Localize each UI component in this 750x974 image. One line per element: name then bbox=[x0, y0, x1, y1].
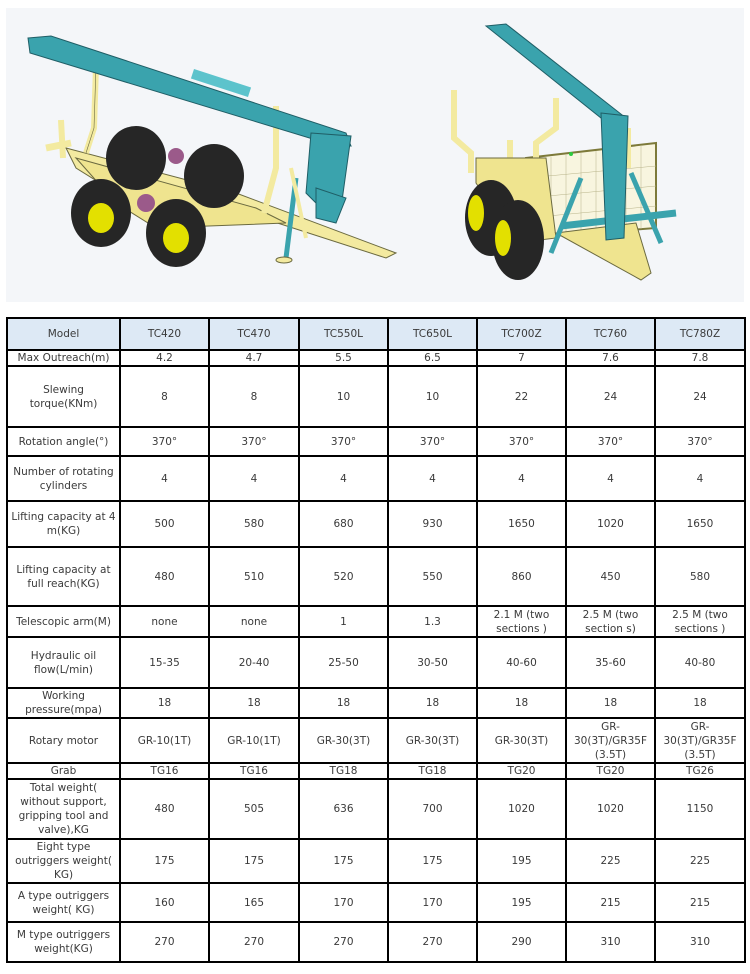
table-cell: 2.1 M (two sections ) bbox=[477, 606, 566, 637]
column-header-model: Model bbox=[7, 318, 120, 350]
table-cell: 18 bbox=[388, 688, 477, 718]
table-cell: 370° bbox=[120, 427, 209, 456]
table-cell: 510 bbox=[209, 547, 299, 606]
table-cell: 370° bbox=[477, 427, 566, 456]
table-cell: TG26 bbox=[655, 763, 745, 779]
table-cell: 170 bbox=[388, 883, 477, 922]
table-row bbox=[7, 547, 745, 606]
table-cell: GR-10(1T) bbox=[209, 718, 299, 763]
table-cell: 25-50 bbox=[299, 637, 388, 688]
table-cell: 4.7 bbox=[209, 350, 299, 366]
table-row bbox=[7, 922, 745, 962]
table-cell: 505 bbox=[209, 779, 299, 839]
product-images bbox=[6, 8, 744, 302]
table-row bbox=[7, 637, 745, 688]
table-row bbox=[7, 350, 745, 366]
table-cell: 165 bbox=[209, 883, 299, 922]
table-cell: 6.5 bbox=[388, 350, 477, 366]
table-cell: 370° bbox=[209, 427, 299, 456]
table-cell: 7.6 bbox=[566, 350, 655, 366]
table-cell: 270 bbox=[209, 922, 299, 962]
table-cell: TG16 bbox=[120, 763, 209, 779]
table-cell: 195 bbox=[477, 839, 566, 883]
table-cell: 175 bbox=[209, 839, 299, 883]
table-cell: 1020 bbox=[566, 779, 655, 839]
column-header-tc550l: TC550L bbox=[299, 318, 388, 350]
table-cell: 2.5 M (two section s) bbox=[566, 606, 655, 637]
table-cell: 450 bbox=[566, 547, 655, 606]
row-label: Lifting capacity at 4 m(KG) bbox=[7, 501, 120, 547]
table-cell: 215 bbox=[655, 883, 745, 922]
table-cell: 480 bbox=[120, 547, 209, 606]
table-cell: GR-10(1T) bbox=[120, 718, 209, 763]
table-row bbox=[7, 427, 745, 456]
table-cell: TG18 bbox=[299, 763, 388, 779]
table-cell: 170 bbox=[299, 883, 388, 922]
table-cell: 7.8 bbox=[655, 350, 745, 366]
table-cell: none bbox=[120, 606, 209, 637]
table-cell: 175 bbox=[120, 839, 209, 883]
table-cell: 10 bbox=[388, 366, 477, 427]
table-cell: GR-30(3T) bbox=[299, 718, 388, 763]
table-cell: 310 bbox=[566, 922, 655, 962]
table-cell: 24 bbox=[566, 366, 655, 427]
column-header-tc780z: TC780Z bbox=[655, 318, 745, 350]
column-header-tc470: TC470 bbox=[209, 318, 299, 350]
table-cell: 7 bbox=[477, 350, 566, 366]
table-cell: 700 bbox=[388, 779, 477, 839]
table-cell: 1020 bbox=[477, 779, 566, 839]
table-cell: 860 bbox=[477, 547, 566, 606]
table-cell: 270 bbox=[120, 922, 209, 962]
row-label: Number of rotating cylinders bbox=[7, 456, 120, 501]
table-cell: 215 bbox=[566, 883, 655, 922]
table-cell: 520 bbox=[299, 547, 388, 606]
table-cell: 18 bbox=[477, 688, 566, 718]
table-cell: 20-40 bbox=[209, 637, 299, 688]
table-cell: TG18 bbox=[388, 763, 477, 779]
table-row bbox=[7, 606, 745, 637]
specifications-table bbox=[6, 317, 746, 963]
table-cell: 370° bbox=[566, 427, 655, 456]
table-cell: 22 bbox=[477, 366, 566, 427]
table-cell: 4 bbox=[209, 456, 299, 501]
table-cell: 4 bbox=[120, 456, 209, 501]
table-cell: 15-35 bbox=[120, 637, 209, 688]
table-row bbox=[7, 883, 745, 922]
table-cell: 4 bbox=[477, 456, 566, 501]
table-cell: 580 bbox=[209, 501, 299, 547]
row-label: Lifting capacity at full reach(KG) bbox=[7, 547, 120, 606]
table-cell: 1650 bbox=[477, 501, 566, 547]
table-row bbox=[7, 366, 745, 427]
table-cell: TG20 bbox=[477, 763, 566, 779]
table-cell: 18 bbox=[209, 688, 299, 718]
table-cell: GR-30(3T) bbox=[388, 718, 477, 763]
table-cell: 1020 bbox=[566, 501, 655, 547]
table-row bbox=[7, 718, 745, 763]
table-cell: 500 bbox=[120, 501, 209, 547]
table-cell: 270 bbox=[388, 922, 477, 962]
table-cell: 310 bbox=[655, 922, 745, 962]
table-cell: TG20 bbox=[566, 763, 655, 779]
table-cell: 35-60 bbox=[566, 637, 655, 688]
row-label: Working pressure(mpa) bbox=[7, 688, 120, 718]
row-label: Slewing torque(KNm) bbox=[7, 366, 120, 427]
table-cell: 4.2 bbox=[120, 350, 209, 366]
table-cell: 18 bbox=[566, 688, 655, 718]
table-cell: 4 bbox=[388, 456, 477, 501]
row-label: Eight type outriggers weight( KG) bbox=[7, 839, 120, 883]
table-cell: 370° bbox=[655, 427, 745, 456]
table-cell: 175 bbox=[299, 839, 388, 883]
table-cell: 225 bbox=[566, 839, 655, 883]
table-cell: 18 bbox=[655, 688, 745, 718]
table-cell: 10 bbox=[299, 366, 388, 427]
table-row bbox=[7, 839, 745, 883]
table-cell: GR-30(3T)/GR35F (3.5T) bbox=[655, 718, 745, 763]
table-header-row bbox=[7, 318, 745, 350]
table-cell: 195 bbox=[477, 883, 566, 922]
table-cell: 680 bbox=[299, 501, 388, 547]
table-row bbox=[7, 688, 745, 718]
table-row bbox=[7, 501, 745, 547]
table-cell: 225 bbox=[655, 839, 745, 883]
table-cell: 2.5 M (two sections ) bbox=[655, 606, 745, 637]
column-header-tc760: TC760 bbox=[566, 318, 655, 350]
table-cell: 636 bbox=[299, 779, 388, 839]
table-cell: none bbox=[209, 606, 299, 637]
table-cell: 40-60 bbox=[477, 637, 566, 688]
row-label: Hydraulic oil flow(L/min) bbox=[7, 637, 120, 688]
table-cell: 18 bbox=[120, 688, 209, 718]
table-cell: 550 bbox=[388, 547, 477, 606]
table-cell: 480 bbox=[120, 779, 209, 839]
table-cell: 580 bbox=[655, 547, 745, 606]
table-cell: 1150 bbox=[655, 779, 745, 839]
row-label: Max Outreach(m) bbox=[7, 350, 120, 366]
table-cell: TG16 bbox=[209, 763, 299, 779]
table-row bbox=[7, 763, 745, 779]
table-cell: 24 bbox=[655, 366, 745, 427]
row-label: Grab bbox=[7, 763, 120, 779]
table-cell: 8 bbox=[120, 366, 209, 427]
table-cell: 290 bbox=[477, 922, 566, 962]
column-header-tc420: TC420 bbox=[120, 318, 209, 350]
table-cell: 160 bbox=[120, 883, 209, 922]
table-cell: 370° bbox=[388, 427, 477, 456]
row-label: Telescopic arm(M) bbox=[7, 606, 120, 637]
table-cell: 1 bbox=[299, 606, 388, 637]
table-cell: 8 bbox=[209, 366, 299, 427]
table-cell: 4 bbox=[655, 456, 745, 501]
table-cell: 930 bbox=[388, 501, 477, 547]
row-label: Rotation angle(°) bbox=[7, 427, 120, 456]
trailer-crane-side-view-image bbox=[6, 8, 406, 302]
row-label: Rotary motor bbox=[7, 718, 120, 763]
table-cell: 370° bbox=[299, 427, 388, 456]
table-cell: 5.5 bbox=[299, 350, 388, 366]
column-header-tc700z: TC700Z bbox=[477, 318, 566, 350]
table-cell: 30-50 bbox=[388, 637, 477, 688]
table-cell: 1.3 bbox=[388, 606, 477, 637]
table-cell: 270 bbox=[299, 922, 388, 962]
table-cell: GR-30(3T)/GR35F (3.5T) bbox=[566, 718, 655, 763]
table-row bbox=[7, 456, 745, 501]
table-cell: 1650 bbox=[655, 501, 745, 547]
table-row bbox=[7, 779, 745, 839]
table-cell: 4 bbox=[299, 456, 388, 501]
table-cell: 4 bbox=[566, 456, 655, 501]
trailer-crane-rear-view-image bbox=[406, 8, 744, 302]
table-cell: 18 bbox=[299, 688, 388, 718]
table-cell: GR-30(3T) bbox=[477, 718, 566, 763]
table-cell: 175 bbox=[388, 839, 477, 883]
table-cell: 40-80 bbox=[655, 637, 745, 688]
row-label: Total weight( without support, gripping tool and valve),KG bbox=[7, 779, 120, 839]
row-label: A type outriggers weight( KG) bbox=[7, 883, 120, 922]
row-label: M type outriggers weight(KG) bbox=[7, 922, 120, 962]
column-header-tc650l: TC650L bbox=[388, 318, 477, 350]
